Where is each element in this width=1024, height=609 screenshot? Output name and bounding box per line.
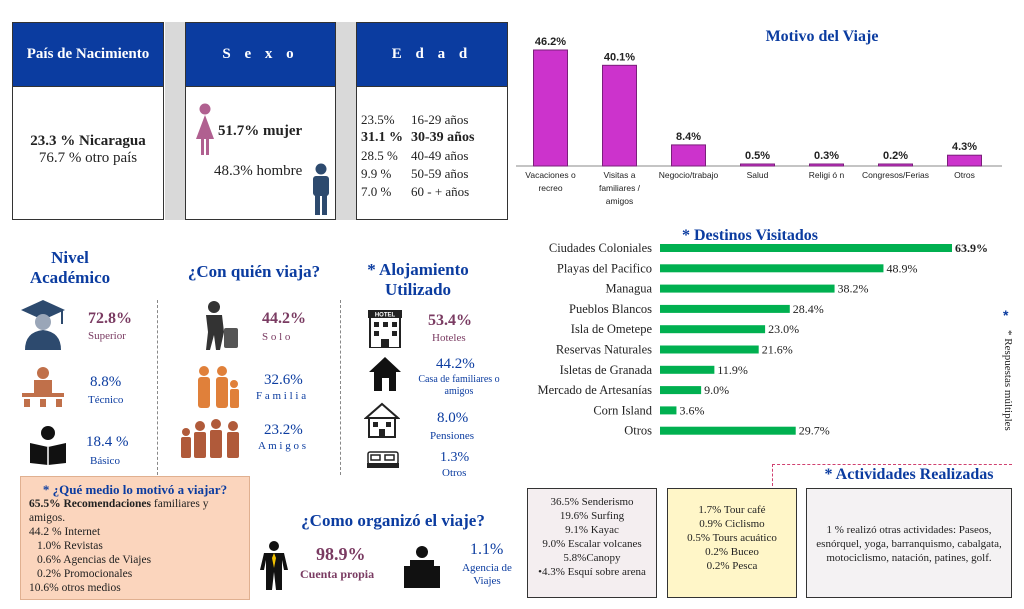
edad-range: 40-49 años — [411, 148, 469, 163]
destino-bar — [660, 244, 952, 252]
data-label: 8.4% — [675, 130, 702, 143]
edad-pct: 31.1 % — [361, 130, 403, 145]
edad-pct: 7.0 % — [361, 184, 392, 199]
sexo-hombre: 48.3% hombre — [214, 163, 303, 179]
nivel-title: Nivel Académico — [29, 248, 111, 287]
category-label: recreo — [538, 183, 563, 193]
pais-box — [12, 22, 164, 220]
divider — [336, 22, 356, 220]
category-label: Vacaciones o — [525, 170, 576, 180]
category-label: Religi ó n — [808, 170, 845, 180]
category-label: Isletas de Granada — [559, 362, 652, 377]
nivel-label: Superior — [88, 330, 126, 342]
category-label: Reservas Naturales — [555, 342, 652, 357]
multi-star: * — [1003, 307, 1009, 323]
medio-title: * ¿Qué medio lo motivó a viajar? — [42, 482, 228, 497]
medio-box — [20, 476, 250, 600]
category-label: Playas del Pacifico — [556, 261, 652, 276]
data-label: 0.3% — [813, 150, 840, 162]
category-label: Isla de Ometepe — [570, 322, 652, 337]
category-label: Otros — [954, 170, 975, 180]
hotel-icon — [366, 308, 404, 348]
motivo-bar — [603, 65, 637, 166]
destino-bar — [660, 285, 835, 293]
data-label: 3.6% — [679, 403, 705, 418]
destinos-chart — [512, 220, 1024, 450]
chart-title: Motivo del Viaje — [765, 28, 879, 45]
organizo-propia-pct: 98.9% — [316, 544, 366, 564]
conquien-label: S o l o — [262, 331, 291, 343]
category-label: familiares / — [598, 183, 641, 193]
category-label: Salud — [746, 170, 769, 180]
destino-bar — [660, 427, 796, 435]
data-label: 23.0% — [768, 322, 800, 337]
organizo-agencia-pct: 1.1% — [470, 541, 504, 558]
medio-line: 0.6% Agencias de Viajes — [37, 554, 152, 566]
reader-icon — [28, 425, 68, 465]
actividad-item: 9.0% Escalar volcanes — [542, 538, 642, 550]
edad-range: 16-29 años — [411, 112, 469, 127]
agent-icon — [404, 544, 440, 588]
pais-line1: 23.3 % Nicaragua — [30, 133, 146, 149]
destino-bar — [660, 366, 714, 374]
nivel-pct: 8.8% — [90, 374, 122, 390]
alojamiento-pct: 1.3% — [440, 450, 470, 465]
actividad-item: 0.9% Ciclismo — [699, 518, 765, 530]
motivo-bar — [948, 155, 982, 166]
actividad-item: 9.1% Kayac — [565, 524, 619, 536]
destino-bar — [660, 406, 676, 414]
actividad-item: 19.6% Surfing — [559, 510, 625, 522]
actividades-col2 — [667, 488, 797, 598]
divider — [340, 300, 341, 475]
data-label: 9.0% — [704, 383, 730, 398]
medio-line-bold: 65.5% Recomendaciones — [29, 498, 152, 510]
edad-table — [357, 87, 507, 201]
data-label: 0.2% — [882, 150, 909, 162]
sexo-header: S e x o — [186, 23, 335, 87]
friends-icon — [178, 418, 242, 458]
guesthouse-icon — [364, 402, 400, 438]
edad-pct: 23.5% — [361, 112, 395, 127]
conquien-label: A m i g o s — [258, 440, 306, 452]
pais-line2: 76.7 % otro país — [38, 150, 138, 166]
category-label: Pueblos Blancos — [569, 301, 652, 316]
medio-line: 1.0% Revistas — [37, 540, 103, 552]
medio-line: 10.6% otros medios — [29, 582, 121, 594]
family-icon — [192, 364, 242, 408]
divider — [772, 464, 1012, 465]
actividad-item: 1.7% Tour café — [698, 504, 766, 516]
data-label: 63.9% — [955, 241, 988, 255]
edad-header: E d a d — [357, 23, 507, 87]
edad-range: 50-59 años — [411, 166, 469, 181]
data-label: 0.5% — [744, 150, 771, 162]
alojamiento-label: Hoteles — [432, 332, 466, 344]
conquien-title: ¿Con quién viaja? — [187, 262, 321, 281]
category-label: Mercado de Artesanías — [537, 383, 652, 398]
organizo-propia-label: Cuenta propia — [300, 567, 375, 581]
edad-range: 60 - + años — [411, 184, 470, 199]
alojamiento-label: Pensiones — [430, 430, 474, 442]
actividades-col1 — [527, 488, 657, 598]
data-label: 46.2% — [534, 36, 567, 48]
divider — [157, 300, 158, 475]
actividad-item: 0.5% Tours acuático — [687, 532, 777, 544]
actividades-col3: 1 % realizó otras actividades: Paseos, esnórquel, yoga, barranquismo, cabalgata, motociclismo, natación, patines, golf. — [806, 488, 1012, 598]
category-label: Managua — [605, 281, 652, 296]
nivel-pct: 18.4 % — [86, 434, 129, 450]
category-label: Otros — [624, 423, 652, 438]
edad-box — [356, 22, 508, 220]
data-label: 21.6% — [761, 342, 793, 357]
medio-line: 0.2% Promocionales — [37, 568, 133, 580]
actividad-item: •4.3% Esquí sobre arena — [538, 566, 646, 578]
medio-line: familiares y amigos. — [29, 498, 209, 524]
category-label: Corn Island — [593, 403, 652, 418]
category-label: Congresos/Ferias — [861, 170, 930, 180]
conquien-pct: 32.6% — [264, 372, 303, 388]
bed-icon — [366, 448, 400, 472]
conquien-label: F a m i l i a — [256, 390, 307, 402]
conquien-pct: 44.2% — [262, 310, 306, 327]
alojamiento-pct: 53.4% — [428, 312, 472, 329]
actividad-item: 0.2% Pesca — [706, 560, 758, 572]
alojamiento-pct: 8.0% — [437, 410, 469, 426]
hotel-sign: HOTEL — [374, 312, 396, 319]
medio-line: 44.2 % Internet — [29, 526, 101, 538]
organizo-agencia-label: Agencia de Viajes — [462, 562, 512, 587]
alojamiento-label: Casa de familiares o amigos — [418, 374, 500, 397]
data-label: 4.3% — [951, 141, 978, 154]
data-label: 40.1% — [603, 51, 636, 64]
motivo-bar — [534, 50, 568, 166]
alojamiento-pct: 44.2% — [436, 356, 475, 372]
traveler-icon — [196, 300, 242, 350]
worker-icon — [20, 365, 66, 407]
divider — [772, 464, 773, 486]
graduate-icon — [20, 298, 66, 350]
divider — [165, 22, 185, 220]
data-label: 28.4% — [792, 301, 824, 316]
destino-bar — [660, 305, 790, 313]
house-icon — [368, 356, 402, 392]
edad-pct: 28.5 % — [361, 148, 398, 163]
sexo-box — [185, 22, 336, 220]
category-label: Visitas a — [603, 170, 636, 180]
actividad-item: 36.5% Senderismo — [550, 496, 634, 508]
edad-pct: 9.9 % — [361, 166, 392, 181]
actividad-item: 5.8%Canopy — [563, 552, 621, 564]
motivo-bar — [879, 164, 913, 166]
motivo-bar — [672, 145, 706, 166]
man-icon — [310, 163, 332, 215]
nivel-pct: 72.8% — [88, 310, 132, 327]
category-label: Negocio/trabajo — [658, 170, 719, 180]
organizo-title: ¿Como organizó el viaje? — [301, 511, 485, 530]
pais-header: País de Nacimiento — [13, 23, 163, 87]
conquien-pct: 23.2% — [264, 422, 303, 438]
nivel-label: Técnico — [88, 394, 124, 406]
chart-title: * Destinos Visitados — [681, 227, 819, 244]
data-label: 38.2% — [837, 281, 869, 296]
destino-bar — [660, 325, 765, 333]
nivel-label: Básico — [90, 455, 120, 467]
data-label: 29.7% — [798, 423, 830, 438]
data-label: 48.9% — [886, 261, 918, 276]
woman-icon — [194, 103, 216, 155]
alojamiento-label: Otros — [442, 467, 467, 479]
category-label: Ciudades Coloniales — [548, 241, 652, 255]
sexo-mujer: 51.7% mujer — [218, 123, 303, 139]
alojamiento-title: * Alojamiento Utilizado — [367, 260, 469, 299]
destino-bar — [660, 386, 701, 394]
destino-bar — [660, 264, 883, 272]
motivo-bar — [810, 164, 844, 166]
actividad-item: 0.2% Buceo — [705, 546, 759, 558]
multi-note: * Respuestas múltiples — [1002, 330, 1014, 431]
motivo-bar — [741, 164, 775, 166]
businessman-icon — [256, 540, 292, 590]
motivo-chart — [512, 18, 1012, 218]
category-label: amigos — [605, 196, 634, 206]
data-label: 11.9% — [717, 362, 748, 377]
actividades-title: * Actividades Realizadas — [824, 466, 994, 483]
edad-range: 30-39 años — [411, 130, 475, 145]
destino-bar — [660, 346, 759, 354]
